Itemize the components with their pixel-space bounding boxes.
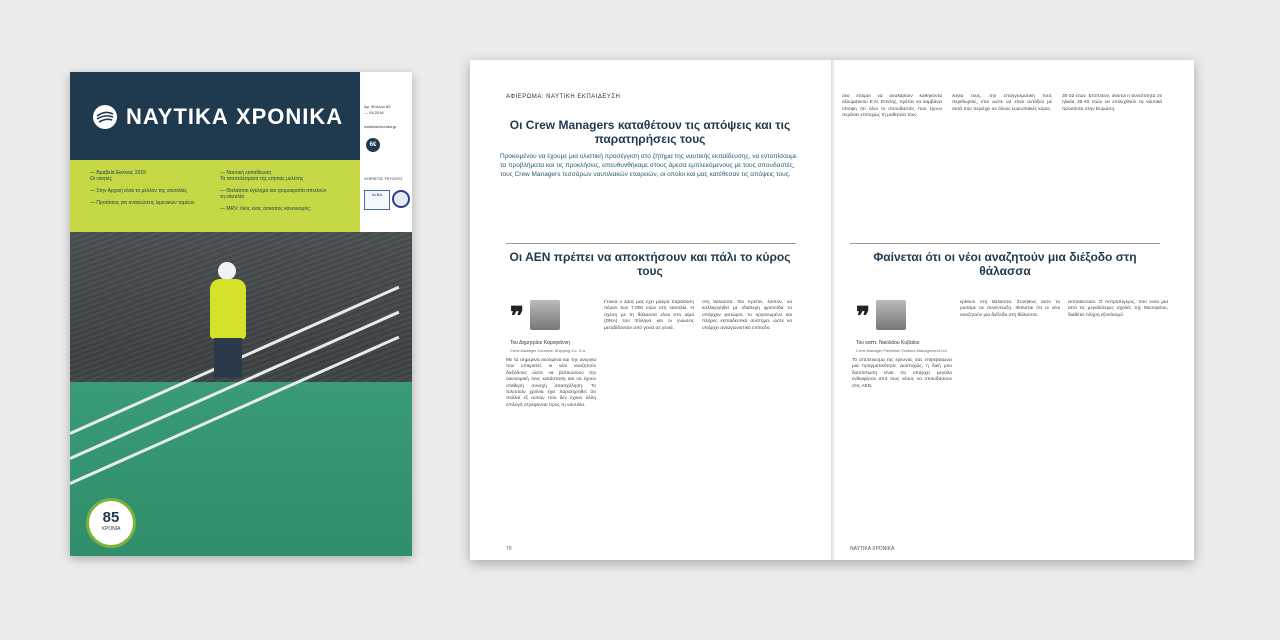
right-article-column: Το αποτέλεσμα της έρευνάς σας επιβεβαιώνει μια πραγματικότητα. Δυστυχώς, η δική μου διαπίστωση είναι ότι υπάρχει μεγάλο ενδιαφέρον από τους νέους να σπουδάσουν στις ΑΕΝ.: [852, 358, 952, 389]
magazine-title: ΝΑΥΤΙΚΑ ΧΡΟΝΙΚΑ: [126, 104, 344, 129]
left-author: Του Δημητρίου Καραγιάννη: [510, 340, 570, 346]
right-author-role: Crew Manager Pantheon Tankers Management Ltd: [856, 348, 947, 353]
worker-jacket: [210, 279, 246, 339]
intro-paragraph: Προκειμένου να έχουμε μια ολιστική προσέγγιση στο ζήτημα της ναυτικής εκπαίδευσης, να εντοπίσουμε τα προβλήματα και τις προκλήσεις, απευθυνθήκαμε στους άμεσα εμπλεκόμενους με τους σπουδαστές, τους Crew Managers τεσσάρων ναυτιλιακών εταιρειών, οι οποίοι και μας κατέθεσαν τις απόψεις τους.: [500, 153, 797, 178]
magazine-cover: [70, 72, 412, 556]
anniversary-badge: [86, 498, 136, 548]
right-author: Του καπτ. Νικολάου Κυβαίου: [856, 340, 920, 346]
anniversary-word: ΧΡΟΝΙΑ: [101, 526, 121, 532]
right-top-column: 30-32 ετών. Επιπλέον, δίνεται η δυνατότητα σε ηλικία 35-40 ετών να επιλεχθούν τα ναυτικά προσόντα στην Ευρώπη.: [1062, 94, 1162, 112]
masthead: [70, 72, 360, 160]
sponsor-logo: ALBA: [364, 190, 390, 210]
right-top-column: λογία τους, την επαγγελματική τους περιθωρίας, έτσι ώστε να είναι αντάξιοι με αυτά που περιέχει σε όλους ευρωπαϊκές κύρες.: [952, 94, 1052, 112]
spread-fold: [831, 60, 835, 560]
sponsor-label: ΧΟΡΗΓΟΣ ΤΕΥΧΟΥΣ: [364, 176, 403, 181]
quote-icon: ❞: [510, 302, 524, 331]
hard-hat: [218, 262, 236, 280]
section-divider: [850, 243, 1160, 244]
issue-date: — 04.2016: [364, 110, 384, 115]
cover-header: [70, 72, 412, 232]
toc-right: [220, 170, 330, 212]
section-divider: [506, 243, 796, 244]
anniversary-number: 85: [102, 509, 120, 526]
page-number: 70: [506, 546, 512, 552]
toc-item: Οι νικητές: [90, 176, 112, 182]
toc-item: — MRV: όλος ένας άσκοπος κανονισμός;: [220, 206, 311, 212]
main-headline: Οι Crew Managers καταθέτουν τις απόψεις και τις παρατηρήσεις τους: [509, 118, 791, 146]
right-top-column: όλο έτοιμοι να αναλάβουν καθήκοντα αξιωματικού Ε.Ν. Επίσης, πρέπει να λαμβάνει υπόψη ότι όλοι οι σπουδαστές που έχουν περάσει επιτυχώς τη μαθητεία τους.: [842, 94, 942, 119]
price-badge: 6€: [366, 138, 380, 152]
left-article-column: στη θάλασσα. Θα πρέπει, λοιπόν, να καλλιεργηθεί με ιδιαίτερη φροντίδα το υπάρχον φυτώριο, το οργανωμένο και πλήρες εκπαιδευτικό σύστημα, ώστε να υπάρχει ανταγωνιστικό επίπεδο.: [702, 300, 792, 331]
left-article-title: Οι ΑΕΝ πρέπει να αποκτήσουν και πάλι το κύρος τους: [509, 250, 791, 278]
author-portrait: [876, 300, 906, 330]
toc-item: — Προτάσεις για ανανεώσεις λιμενικών τομέων: [90, 200, 195, 206]
contents-band: [70, 160, 360, 232]
worker-legs: [214, 338, 242, 378]
left-article-column: Με τα σημερινά δεδομένα και την ανεργία που επικρατεί, οι νέοι αναζητούν διεξόδους ώστε να βελτιώσουν την οικονομική τους κατάσταση και να έχουν σταθερή συνεχή απασχόληση. Το τελευταίο χρόνια έχει παρατηρηθεί ότι πολλοί εξ αυτών που δεν έχουν άλλη επιλογή στρέφονται προς τη ναυτιλία.: [506, 358, 596, 408]
right-article-column: έρθουν στη θάλασσα. Συνήθως αυτό το ρωτάμε σε συνέντευξη. Φαίνεται ότι οι νέοι αναζητούν μια διέξοδο στη θάλασσα.: [960, 300, 1060, 318]
right-article-column: εκπαιδευτικό. Ο Αστρόπυργος, που είναι μία από τις μεγαλύτερες σχολές της Μεσογείου, διαθέτει πλήρη εξοπλισμό.: [1068, 300, 1168, 318]
seal-icon: [392, 190, 410, 208]
issue-number: Αρ. Φύλλου 89: [364, 104, 391, 109]
toc-item: — Βραβεία Εικόνας 2015: [90, 170, 146, 176]
right-article-title: Φαίνεται ότι οι νέοι αναζητούν μια διέξοδο στη θάλασσα: [873, 250, 1137, 278]
toc-item: — Ναυτική εκπαίδευση: [220, 170, 272, 176]
toc-item: Τα αποτελέσματα της ετήσιας μελέτης: [220, 176, 304, 182]
website-url: nafsikachronika.gr: [364, 124, 397, 129]
ship-logo-icon: [92, 104, 118, 130]
left-author-role: Crew Manager Common Shipping Co. S.A.: [510, 348, 587, 353]
quote-icon: ❞: [856, 302, 870, 331]
issue-info: [364, 104, 390, 116]
toc-left: [90, 170, 200, 206]
left-article-column: Γενικά ο λαός μας έχει μακρά παράδοση πέραν των 7.000 ετών στη ναυτιλία. Η σχέση με τη θάλασσα είναι στο αίμα (DNA) του Έλληνα και οι γνώσεις μεταδίδονταν από γενιά σε γενιά.: [604, 300, 694, 331]
author-portrait: [530, 300, 560, 330]
toc-item: — Θαλάσσιο έγκλημα και τρομοκρατία απειλούν τη ναυτιλία: [220, 188, 327, 200]
toc-item: — Στην Αρχική είναι το μέλλον της ναυτιλίας: [90, 188, 187, 194]
magazine-spread: [470, 60, 1194, 560]
section-kicker: ΑΦΙΕΡΩΜΑ: ΝΑΥΤΙΚΗ ΕΚΠΑΙΔΕΥΣΗ: [506, 94, 621, 100]
cover-sidebar: [360, 72, 412, 232]
footer-label: ΝΑΥΤΙΚΑ ΧΡΟΝΙΚΑ: [850, 546, 895, 552]
